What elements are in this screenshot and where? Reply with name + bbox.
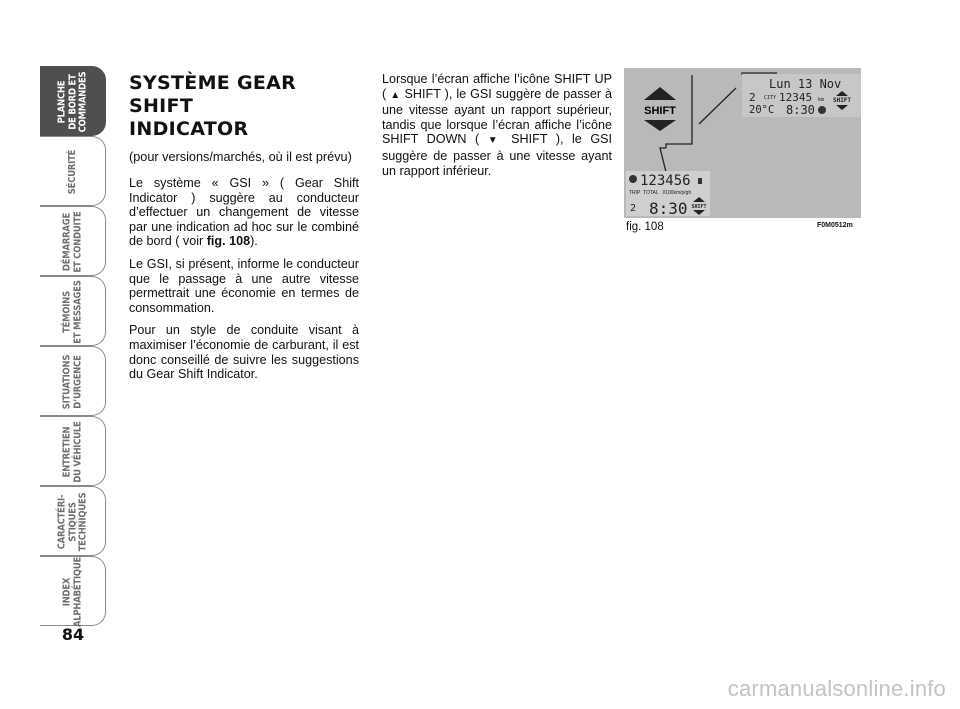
paragraph-2: Le GSI, si présent, informe le conducteur que le passage à une autre vitesse permettrait une économie en termes de consommation. bbox=[129, 256, 359, 315]
middle-column bbox=[382, 72, 612, 186]
figure-code: F0M0512m bbox=[817, 222, 853, 229]
display-odo-unit: km bbox=[818, 97, 825, 103]
paragraph-1 bbox=[129, 176, 359, 249]
trip-icon bbox=[629, 175, 637, 183]
instrument-display-illustration bbox=[624, 68, 861, 218]
tab-entretien[interactable] bbox=[40, 416, 106, 486]
tab-situations[interactable] bbox=[40, 346, 106, 416]
paragraph-3: Pour un style de conduite visant à maximiser l’économie de carburant, il est donc conseillé de suivre les suggestions du Gear Shift Indicator. bbox=[129, 323, 359, 382]
figure-reference-link[interactable]: fig. 108 bbox=[206, 234, 251, 249]
tab-label: INDEX ALPHABÉTIQUE bbox=[61, 556, 83, 628]
section-title: SYSTÈME GEAR SHIFT INDICATOR bbox=[129, 72, 297, 140]
display-mode: CITY bbox=[764, 95, 777, 101]
tab-label: DÉMARRAGE ET CONDUITE bbox=[61, 211, 83, 273]
shift-up-arrow-icon bbox=[644, 87, 676, 100]
display-temp: 20°C bbox=[749, 104, 775, 116]
tab-index[interactable] bbox=[40, 556, 106, 626]
tab-securite[interactable] bbox=[40, 136, 106, 206]
shift-down-icon: ▼ bbox=[487, 135, 503, 147]
display-time: 8:30 bbox=[786, 103, 815, 117]
tab-label: CARACTÉRI- STIQUES TECHNIQUES bbox=[56, 492, 89, 552]
bottom-display-panel bbox=[626, 171, 710, 218]
paragraph-4-text-c: SHIFT ), le GSI suggère de passer à une vitesse ayant un rapport inférieur. bbox=[382, 132, 613, 178]
page-number: 84 bbox=[61, 625, 85, 644]
paragraph-1-end: ). bbox=[250, 234, 258, 249]
top-display-panel bbox=[742, 74, 861, 117]
tab-demarrage[interactable] bbox=[40, 206, 106, 276]
tab-label: SÉCURITÉ bbox=[66, 149, 78, 195]
tab-label: PLANCHE DE BORD ET COMMANDES bbox=[56, 71, 89, 133]
figure-caption: fig. 108 bbox=[626, 221, 664, 233]
display-date: Lun 13 Nov bbox=[769, 77, 842, 91]
tab-label: ENTRETIEN DU VÉHICULE bbox=[61, 421, 83, 483]
tab-label: TÉMOINS ET MESSAGES bbox=[61, 280, 83, 344]
paragraph-4-text-a: Lorsque l’écran affiche l’icône SHIFT UP ( bbox=[382, 72, 612, 101]
shift-down-arrow-icon bbox=[644, 120, 676, 131]
paragraph-4 bbox=[382, 72, 612, 178]
trip-labels: TRIP TOTAL l/100km/p/gh bbox=[629, 190, 692, 196]
fuel-icon bbox=[698, 178, 702, 184]
tab-planche-de-bord[interactable] bbox=[40, 66, 106, 136]
bottom-odometer: 123456 bbox=[640, 173, 691, 189]
display-gear: 2 bbox=[749, 91, 756, 104]
section-subtitle: (pour versions/marchés, où il est prévu) bbox=[129, 150, 352, 164]
display-shift: SHIFT bbox=[832, 97, 852, 104]
shift-indicator-large bbox=[644, 87, 676, 131]
shift-big-label: SHIFT bbox=[644, 105, 676, 117]
display-odometer: 12345 bbox=[779, 91, 813, 104]
watermark: carmanualsonline.info bbox=[727, 676, 946, 701]
bottom-time: 8:30 bbox=[649, 199, 688, 218]
bottom-gear: 2 bbox=[630, 203, 637, 214]
paragraph-1-text: Le système « GSI » ( Gear Shift Indicator ) suggère au conducteur d’effectuer un changement de vitesse par une indication ad hoc sur le combiné de bord ( voir bbox=[129, 176, 359, 249]
figure-108 bbox=[624, 68, 861, 218]
bottom-shift: SHIFT bbox=[691, 204, 707, 210]
tab-temoins[interactable] bbox=[40, 276, 106, 346]
tab-caracteristiques[interactable] bbox=[40, 486, 106, 556]
shift-up-icon: ▲ bbox=[390, 89, 401, 101]
paragraph-4-text-b: SHIFT ), le GSI suggère de passer à une vitesse ayant un rapport supérieur, tandis que lorsque l’écran affiche l’icône SHIFT DOWN ( bbox=[382, 86, 613, 147]
left-column bbox=[129, 72, 359, 390]
clock-icon bbox=[818, 106, 826, 114]
tab-label: SITUATIONS D’URGENCE bbox=[61, 354, 83, 410]
